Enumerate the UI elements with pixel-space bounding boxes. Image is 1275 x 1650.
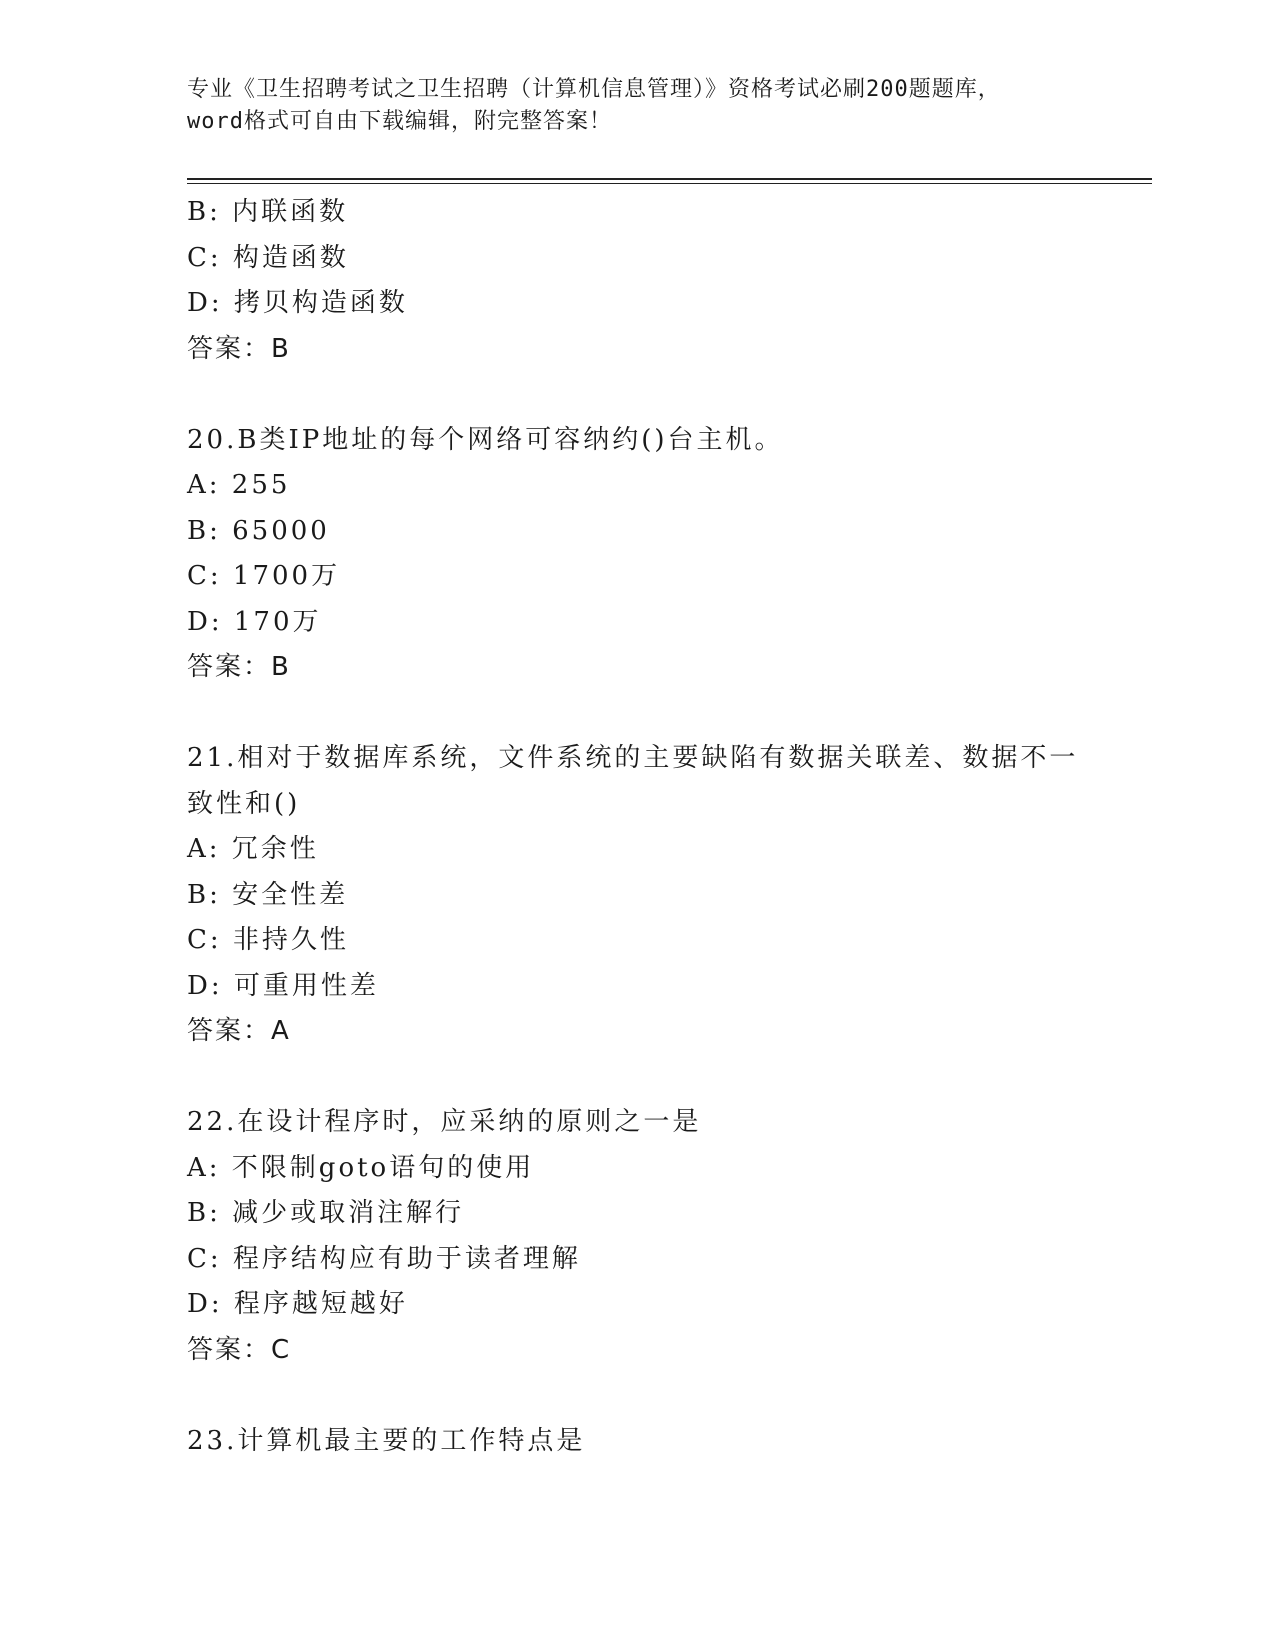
question-stem: 21.相对于数据库系统，文件系统的主要缺陷有数据关联差、数据不一 bbox=[187, 743, 1079, 773]
spacer bbox=[187, 372, 1087, 418]
option-c: C: 程序结构应有助于读者理解 bbox=[187, 1243, 581, 1274]
answer-line: 答案：A bbox=[187, 1016, 291, 1046]
question-23 bbox=[187, 1419, 1087, 1465]
option-a: A: 冗余性 bbox=[187, 834, 319, 864]
option-d: D: 可重用性差 bbox=[187, 970, 379, 1001]
option-a: A: 不限制goto语句的使用 bbox=[187, 1152, 535, 1183]
option-d: D: 拷贝构造函数 bbox=[187, 288, 408, 318]
question-stem: 20.B类IP地址的每个网络可容纳约()台主机。 bbox=[187, 424, 784, 455]
option-b: B: 65000 bbox=[187, 515, 330, 546]
question-19-continued bbox=[187, 190, 1087, 372]
option-c: C: 构造函数 bbox=[187, 242, 349, 273]
option-b: B: 安全性差 bbox=[187, 879, 349, 910]
option-c: C: 非持久性 bbox=[187, 925, 349, 955]
spacer bbox=[187, 1055, 1087, 1101]
option-a: A: 255 bbox=[187, 470, 291, 500]
document-header bbox=[187, 74, 1087, 138]
question-list bbox=[187, 190, 1087, 1464]
header-divider-thick bbox=[187, 178, 1152, 180]
question-22 bbox=[187, 1100, 1087, 1373]
answer-line: 答案：B bbox=[187, 333, 291, 364]
question-stem-continued: 致性和() bbox=[187, 788, 301, 819]
spacer bbox=[187, 1373, 1087, 1419]
header-title-line-1: 专业《卫生招聘考试之卫生招聘（计算机信息管理）》资格考试必刷200题题库， bbox=[187, 77, 1001, 102]
answer-line: 答案：C bbox=[187, 1334, 292, 1365]
option-d: D: 程序越短越好 bbox=[187, 1289, 408, 1319]
answer-line: 答案：B bbox=[187, 652, 291, 682]
question-20 bbox=[187, 418, 1087, 691]
header-divider-thin bbox=[187, 183, 1152, 184]
header-title-line-2: word格式可自由下载编辑，附完整答案！ bbox=[187, 109, 612, 134]
question-stem: 23.计算机最主要的工作特点是 bbox=[187, 1425, 586, 1456]
spacer bbox=[187, 691, 1087, 737]
option-c: C: 1700万 bbox=[187, 561, 341, 591]
question-stem: 22.在设计程序时，应采纳的原则之一是 bbox=[187, 1107, 702, 1137]
option-b: B: 减少或取消注解行 bbox=[187, 1198, 465, 1228]
question-21 bbox=[187, 736, 1087, 1055]
option-b: B: 内联函数 bbox=[187, 197, 349, 227]
option-d: D: 170万 bbox=[187, 606, 322, 637]
